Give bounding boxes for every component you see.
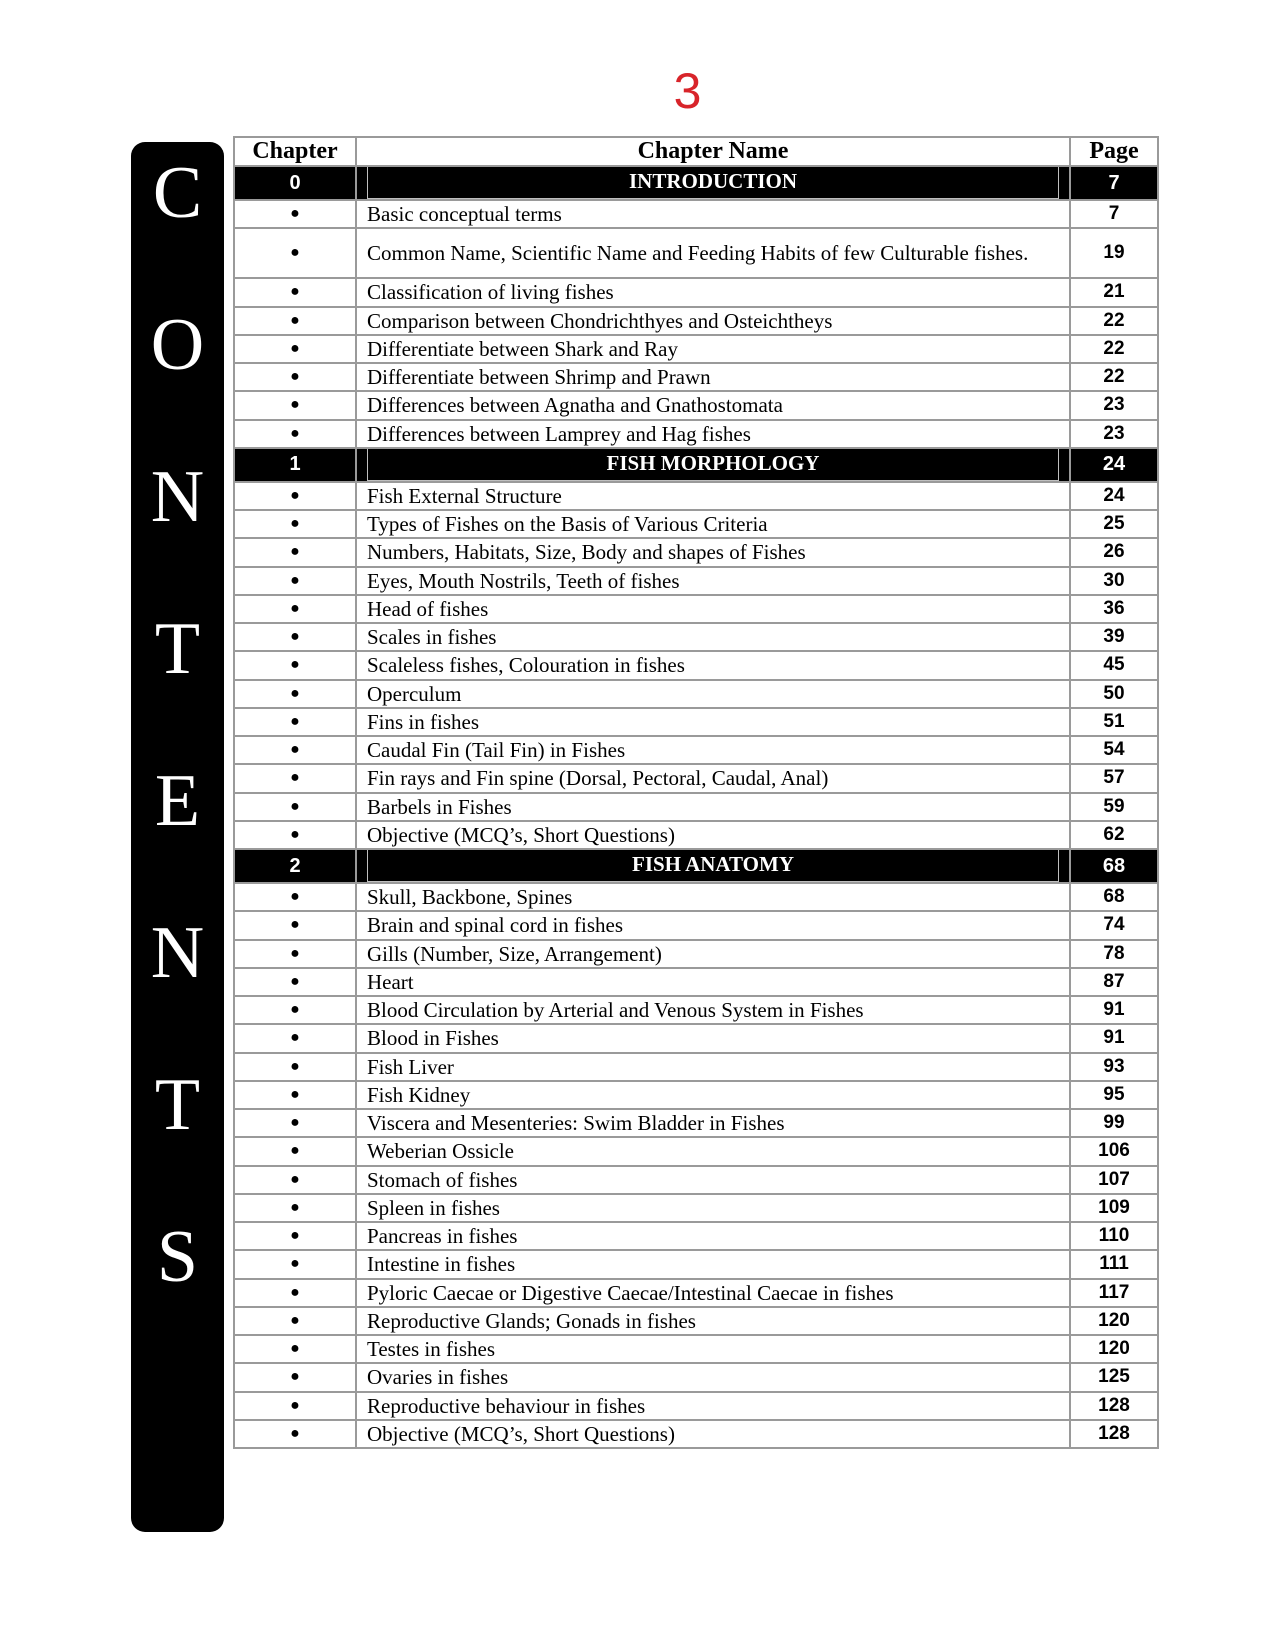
toc-entry-page: 24 — [1070, 482, 1158, 510]
toc-entry-row[interactable] — [234, 1024, 1158, 1052]
toc-entry-title: Basic conceptual terms — [356, 200, 1070, 228]
toc-entry-page: 125 — [1070, 1363, 1158, 1391]
toc-entry-page: 21 — [1070, 278, 1158, 306]
contents-side-banner — [131, 142, 224, 1532]
bullet-icon — [234, 200, 356, 228]
bullet-icon — [234, 821, 356, 849]
toc-entry-row[interactable] — [234, 996, 1158, 1024]
bullet-icon — [234, 595, 356, 623]
toc-entry-title: Ovaries in fishes — [356, 1363, 1070, 1391]
chapter-title-cell — [356, 849, 1070, 883]
bullet-icon — [234, 1166, 356, 1194]
toc-entry-title: Skull, Backbone, Spines — [356, 883, 1070, 911]
toc-entry-title: Types of Fishes on the Basis of Various Criteria — [356, 510, 1070, 538]
toc-header-row — [234, 137, 1158, 166]
toc-entry-title: Stomach of fishes — [356, 1166, 1070, 1194]
toc-entry-page: 50 — [1070, 680, 1158, 708]
banner-letter: S — [156, 1216, 199, 1298]
toc-entry-row[interactable] — [234, 793, 1158, 821]
toc-entry-title: Eyes, Mouth Nostrils, Teeth of fishes — [356, 567, 1070, 595]
toc-entry-page: 30 — [1070, 567, 1158, 595]
bullet-icon — [234, 420, 356, 448]
bullet-icon — [234, 391, 356, 419]
chapter-number: 1 — [234, 448, 356, 482]
toc-entry-title: Blood in Fishes — [356, 1024, 1070, 1052]
toc-entry-page: 68 — [1070, 883, 1158, 911]
toc-entry-page: 91 — [1070, 1024, 1158, 1052]
toc-entry-page: 22 — [1070, 335, 1158, 363]
banner-letter: T — [154, 608, 201, 690]
chapter-number: 0 — [234, 166, 356, 200]
toc-entry-title: Barbels in Fishes — [356, 793, 1070, 821]
toc-entry-row[interactable] — [234, 482, 1158, 510]
page-column-header: Page — [1070, 137, 1158, 166]
chapter-title[interactable]: FISH ANATOMY — [367, 850, 1059, 882]
toc-entry-title: Head of fishes — [356, 595, 1070, 623]
chapter-title-cell — [356, 166, 1070, 200]
toc-entry-row[interactable] — [234, 940, 1158, 968]
toc-entry-title: Fins in fishes — [356, 708, 1070, 736]
toc-entry-page: 99 — [1070, 1109, 1158, 1137]
toc-entry-title: Reproductive Glands; Gonads in fishes — [356, 1307, 1070, 1335]
toc-entry-page: 109 — [1070, 1194, 1158, 1222]
toc-entry-title: Fish Kidney — [356, 1081, 1070, 1109]
bullet-icon — [234, 1420, 356, 1448]
toc-entry-title: Caudal Fin (Tail Fin) in Fishes — [356, 736, 1070, 764]
bullet-icon — [234, 1279, 356, 1307]
toc-entry-title: Fish External Structure — [356, 482, 1070, 510]
toc-entry-row[interactable] — [234, 651, 1158, 679]
toc-entry-title: Blood Circulation by Arterial and Venous System in Fishes — [356, 996, 1070, 1024]
toc-entry-title: Fin rays and Fin spine (Dorsal, Pectoral, Caudal, Anal) — [356, 764, 1070, 792]
toc-entry-row[interactable] — [234, 1250, 1158, 1278]
bullet-icon — [234, 764, 356, 792]
toc-entry-page: 23 — [1070, 420, 1158, 448]
toc-entry-title: Differentiate between Shrimp and Prawn — [356, 363, 1070, 391]
toc-entry-row[interactable] — [234, 623, 1158, 651]
chapter-page-number: 68 — [1070, 849, 1158, 883]
bullet-icon — [234, 228, 356, 278]
toc-entry-title: Differences between Lamprey and Hag fishes — [356, 420, 1070, 448]
toc-entry-row[interactable] — [234, 391, 1158, 419]
toc-entry-row[interactable] — [234, 680, 1158, 708]
toc-entry-row[interactable] — [234, 1279, 1158, 1307]
toc-entry-title: Common Name, Scientific Name and Feeding Habits of few Culturable fishes. — [356, 228, 1070, 278]
toc-entry-row[interactable] — [234, 911, 1158, 939]
chapter-title[interactable]: INTRODUCTION — [367, 167, 1059, 199]
toc-entry-row[interactable] — [234, 821, 1158, 849]
toc-entry-title: Viscera and Mesenteries: Swim Bladder in Fishes — [356, 1109, 1070, 1137]
toc-entry-page: 59 — [1070, 793, 1158, 821]
toc-entry-title: Numbers, Habitats, Size, Body and shapes of Fishes — [356, 538, 1070, 566]
toc-entry-page: 62 — [1070, 821, 1158, 849]
toc-entry-page: 26 — [1070, 538, 1158, 566]
toc-entry-page: 7 — [1070, 200, 1158, 228]
toc-entry-row[interactable] — [234, 708, 1158, 736]
toc-entry-page: 87 — [1070, 968, 1158, 996]
chapter-heading-row — [234, 166, 1158, 200]
bullet-icon — [234, 1222, 356, 1250]
bullet-icon — [234, 335, 356, 363]
bullet-icon — [234, 736, 356, 764]
toc-entry-row[interactable] — [234, 335, 1158, 363]
toc-entry-page: 120 — [1070, 1307, 1158, 1335]
toc-entry-page: 111 — [1070, 1250, 1158, 1278]
toc-entry-row[interactable] — [234, 1222, 1158, 1250]
toc-entry-title: Pyloric Caecae or Digestive Caecae/Intestinal Caecae in fishes — [356, 1279, 1070, 1307]
bullet-icon — [234, 708, 356, 736]
bullet-icon — [234, 1194, 356, 1222]
toc-entry-page: 107 — [1070, 1166, 1158, 1194]
toc-entry-row[interactable] — [234, 883, 1158, 911]
toc-entry-page: 22 — [1070, 307, 1158, 335]
bullet-icon — [234, 1250, 356, 1278]
bullet-icon — [234, 1392, 356, 1420]
toc-entry-row[interactable] — [234, 1307, 1158, 1335]
toc-entry-row[interactable] — [234, 1194, 1158, 1222]
toc-entry-row[interactable] — [234, 510, 1158, 538]
bullet-icon — [234, 567, 356, 595]
toc-entry-page: 23 — [1070, 391, 1158, 419]
toc-entry-page: 39 — [1070, 623, 1158, 651]
toc-entry-title: Scaleless fishes, Colouration in fishes — [356, 651, 1070, 679]
toc-entry-page: 19 — [1070, 228, 1158, 278]
toc-entry-page: 106 — [1070, 1137, 1158, 1165]
chapter-title-cell — [356, 448, 1070, 482]
toc-entry-row[interactable] — [234, 538, 1158, 566]
toc-entry-page: 93 — [1070, 1053, 1158, 1081]
bullet-icon — [234, 1335, 356, 1363]
bullet-icon — [234, 538, 356, 566]
toc-entry-title: Reproductive behaviour in fishes — [356, 1392, 1070, 1420]
bullet-icon — [234, 1137, 356, 1165]
chapter-page-number: 24 — [1070, 448, 1158, 482]
chapter-name-column-header: Chapter Name — [356, 137, 1070, 166]
toc-entry-title: Brain and spinal cord in fishes — [356, 911, 1070, 939]
toc-entry-page: 91 — [1070, 996, 1158, 1024]
toc-entry-row[interactable] — [234, 764, 1158, 792]
bullet-icon — [234, 680, 356, 708]
chapter-page-number: 7 — [1070, 166, 1158, 200]
bullet-icon — [234, 883, 356, 911]
toc-entry-title: Pancreas in fishes — [356, 1222, 1070, 1250]
bullet-icon — [234, 1024, 356, 1052]
bullet-icon — [234, 307, 356, 335]
toc-entry-row[interactable] — [234, 363, 1158, 391]
bullet-icon — [234, 510, 356, 538]
toc-entry-page: 57 — [1070, 764, 1158, 792]
table-of-contents — [233, 136, 1159, 1449]
toc-entry-row[interactable] — [234, 968, 1158, 996]
chapter-heading-row — [234, 849, 1158, 883]
toc-entry-row[interactable] — [234, 1335, 1158, 1363]
toc-entry-page: 110 — [1070, 1222, 1158, 1250]
toc-entry-row[interactable] — [234, 1166, 1158, 1194]
toc-entry-page: 117 — [1070, 1279, 1158, 1307]
banner-letter: T — [154, 1064, 201, 1146]
toc-entry-page: 120 — [1070, 1335, 1158, 1363]
chapter-title[interactable]: FISH MORPHOLOGY — [367, 449, 1059, 481]
banner-letter: N — [150, 456, 205, 538]
chapter-heading-row — [234, 448, 1158, 482]
bullet-icon — [234, 793, 356, 821]
banner-letter: E — [154, 760, 201, 842]
toc-entry-row[interactable] — [234, 278, 1158, 306]
toc-entry-page: 74 — [1070, 911, 1158, 939]
toc-entry-row[interactable] — [234, 1137, 1158, 1165]
toc-entry-row[interactable] — [234, 1392, 1158, 1420]
bullet-icon — [234, 363, 356, 391]
toc-entry-title: Scales in fishes — [356, 623, 1070, 651]
bullet-icon — [234, 1307, 356, 1335]
toc-entry-page: 25 — [1070, 510, 1158, 538]
toc-entry-title: Gills (Number, Size, Arrangement) — [356, 940, 1070, 968]
toc-entry-row[interactable] — [234, 1053, 1158, 1081]
toc-entry-title: Spleen in fishes — [356, 1194, 1070, 1222]
toc-entry-row[interactable] — [234, 228, 1158, 278]
toc-entry-title: Comparison between Chondrichthyes and Osteichtheys — [356, 307, 1070, 335]
bullet-icon — [234, 996, 356, 1024]
banner-letter: N — [150, 912, 205, 994]
toc-entry-page: 45 — [1070, 651, 1158, 679]
chapter-number: 2 — [234, 849, 356, 883]
toc-entry-title: Differentiate between Shark and Ray — [356, 335, 1070, 363]
toc-entry-title: Intestine in fishes — [356, 1250, 1070, 1278]
toc-entry-row[interactable] — [234, 1363, 1158, 1391]
bullet-icon — [234, 1053, 356, 1081]
bullet-icon — [234, 911, 356, 939]
toc-entry-page: 54 — [1070, 736, 1158, 764]
toc-entry-page: 78 — [1070, 940, 1158, 968]
bullet-icon — [234, 1081, 356, 1109]
bullet-icon — [234, 651, 356, 679]
bullet-icon — [234, 1109, 356, 1137]
toc-entry-row[interactable] — [234, 307, 1158, 335]
toc-entry-title: Differences between Agnatha and Gnathostomata — [356, 391, 1070, 419]
bullet-icon — [234, 940, 356, 968]
bullet-icon — [234, 1363, 356, 1391]
toc-entry-row[interactable] — [234, 1081, 1158, 1109]
toc-entry-page: 95 — [1070, 1081, 1158, 1109]
bullet-icon — [234, 623, 356, 651]
bullet-icon — [234, 278, 356, 306]
toc-entry-page: 128 — [1070, 1392, 1158, 1420]
chapter-column-header: Chapter — [234, 137, 356, 166]
toc-entry-page: 36 — [1070, 595, 1158, 623]
toc-entry-row[interactable] — [234, 736, 1158, 764]
toc-entry-title: Objective (MCQ’s, Short Questions) — [356, 821, 1070, 849]
toc-entry-row[interactable] — [234, 1420, 1158, 1448]
toc-entry-row[interactable] — [234, 567, 1158, 595]
banner-letter: C — [152, 152, 203, 234]
toc-entry-row[interactable] — [234, 420, 1158, 448]
toc-entry-row[interactable] — [234, 595, 1158, 623]
toc-entry-title: Testes in fishes — [356, 1335, 1070, 1363]
page-number: 3 — [673, 63, 702, 119]
toc-entry-row[interactable] — [234, 1109, 1158, 1137]
toc-entry-title: Weberian Ossicle — [356, 1137, 1070, 1165]
toc-entry-page: 22 — [1070, 363, 1158, 391]
bullet-icon — [234, 968, 356, 996]
toc-entry-title: Fish Liver — [356, 1053, 1070, 1081]
toc-entry-title: Heart — [356, 968, 1070, 996]
toc-entry-title: Operculum — [356, 680, 1070, 708]
banner-letter: O — [150, 304, 205, 386]
toc-entry-page: 128 — [1070, 1420, 1158, 1448]
toc-entry-page: 51 — [1070, 708, 1158, 736]
bullet-icon — [234, 482, 356, 510]
toc-entry-title: Classification of living fishes — [356, 278, 1070, 306]
toc-entry-title: Objective (MCQ’s, Short Questions) — [356, 1420, 1070, 1448]
toc-entry-row[interactable] — [234, 200, 1158, 228]
